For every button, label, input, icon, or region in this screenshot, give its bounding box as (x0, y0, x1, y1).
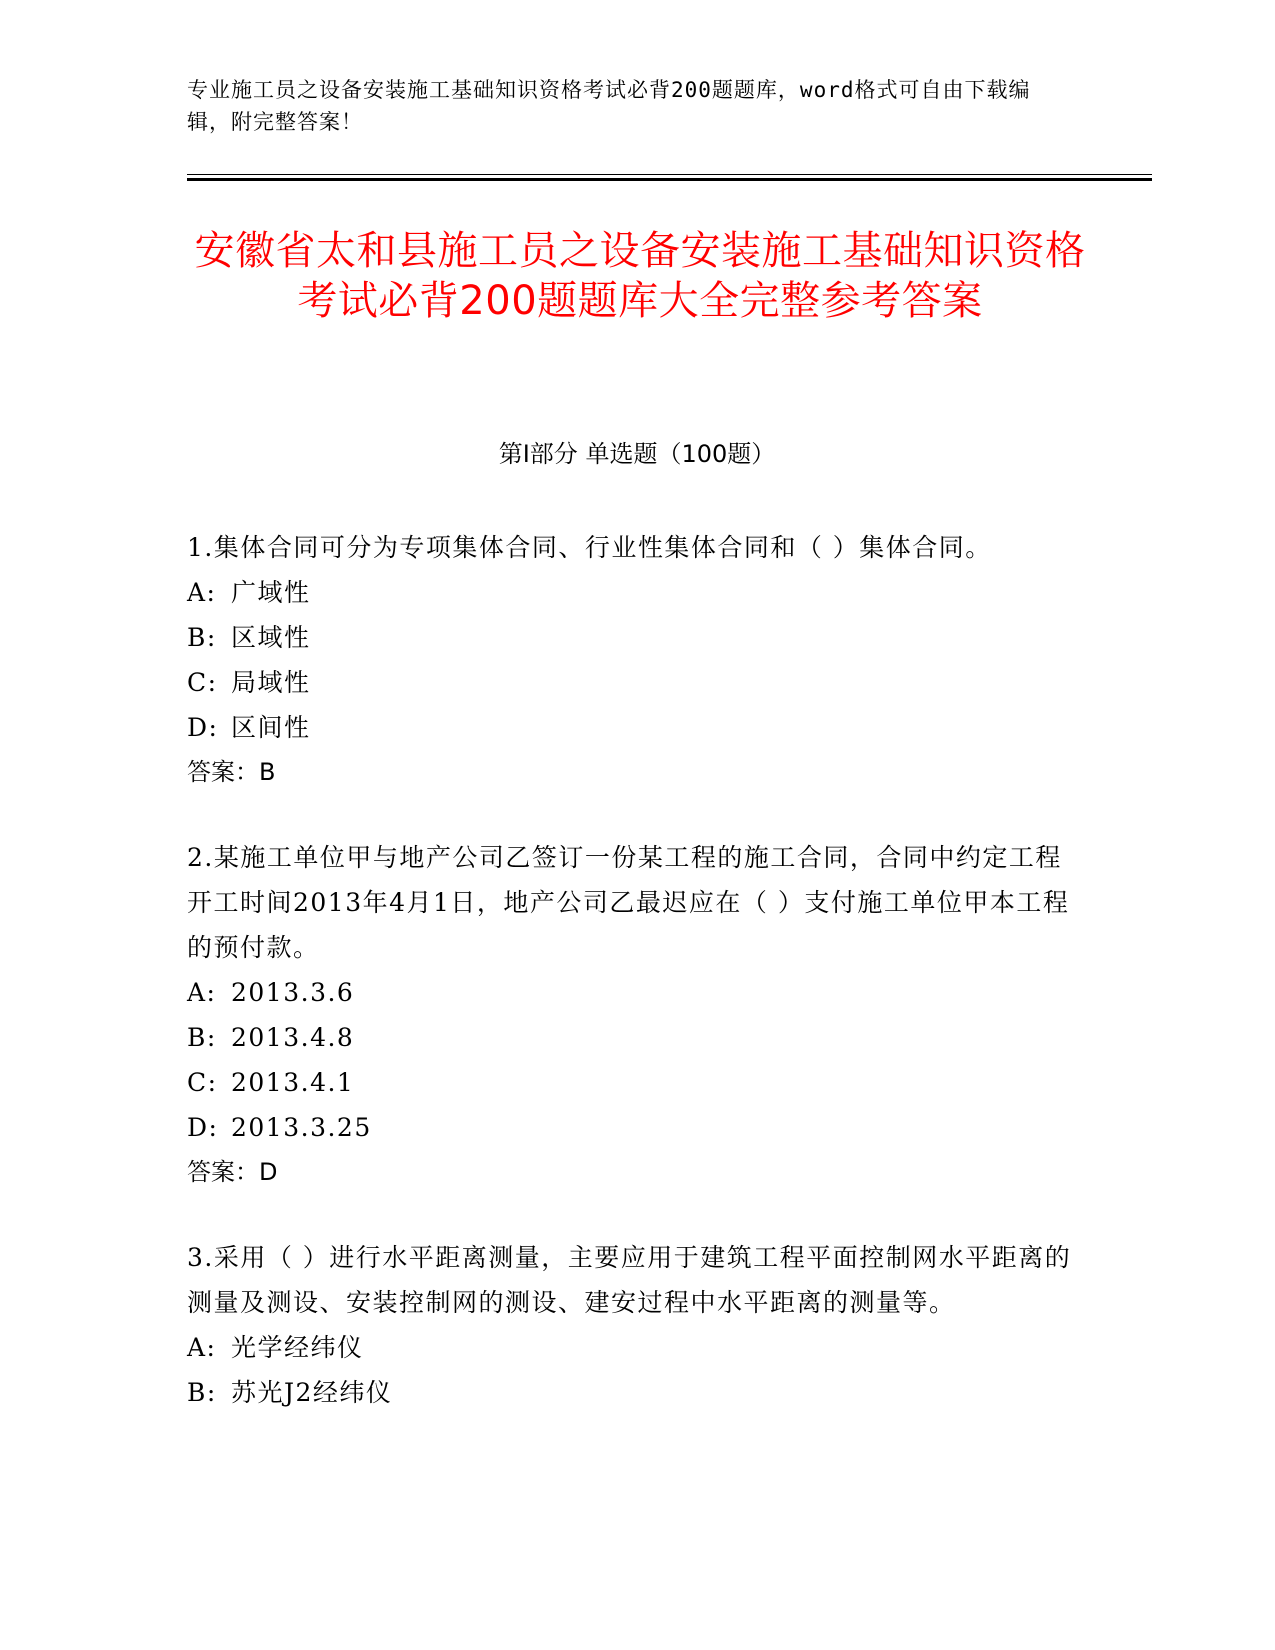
option-text: 光学经纬仪 (231, 1333, 364, 1362)
option-text: 2013.4.1 (231, 1068, 355, 1097)
header-divider-thin (187, 174, 1152, 175)
option-d (187, 1105, 1087, 1150)
option-key: B: (187, 1023, 217, 1052)
question-list (187, 525, 1087, 1455)
option-b (187, 1370, 1087, 1415)
option-text: 2013.3.25 (231, 1113, 372, 1142)
option-key: C: (187, 1068, 218, 1097)
option-key: C: (187, 668, 218, 697)
answer-line: 答案：D (187, 1158, 278, 1186)
header-divider-thick (187, 178, 1152, 181)
option-b (187, 1015, 1087, 1060)
option-key: A: (187, 1333, 217, 1362)
option-key: A: (187, 978, 217, 1007)
question-1 (187, 525, 1087, 795)
option-d (187, 705, 1087, 750)
option-key: A: (187, 578, 217, 607)
option-text: 苏光J2经纬仪 (231, 1378, 393, 1407)
question-3 (187, 1235, 1087, 1415)
question-2 (187, 835, 1087, 1195)
option-a (187, 1325, 1087, 1370)
option-key: D: (187, 713, 219, 742)
option-text: 局域性 (231, 668, 311, 697)
section-title: 第Ⅰ部分 单选题（100题） (498, 440, 776, 468)
option-c (187, 660, 1087, 705)
question-stem: 3.采用（ ）进行水平距离测量，主要应用于建筑工程平面控制网水平距离的测量及测设、安装控制网的测设、建安过程中水平距离的测量等。 (187, 1243, 1072, 1317)
option-key: D: (187, 1113, 219, 1142)
option-a (187, 970, 1087, 1015)
option-text: 2013.4.8 (231, 1023, 355, 1052)
question-stem: 2.某施工单位甲与地产公司乙签订一份某工程的施工合同，合同中约定工程开工时间2013年4月1日，地产公司乙最迟应在（ ）支付施工单位甲本工程的预付款。 (187, 843, 1070, 962)
option-key: B: (187, 1378, 217, 1407)
header-note: 专业施工员之设备安装施工基础知识资格考试必背200题题库，word格式可自由下载编辑，附完整答案！ (187, 78, 1031, 134)
option-text: 2013.3.6 (231, 978, 355, 1007)
option-text: 区域性 (231, 623, 311, 652)
option-key: B: (187, 623, 217, 652)
option-a (187, 570, 1087, 615)
option-c (187, 1060, 1087, 1105)
option-text: 广域性 (231, 578, 311, 607)
option-b (187, 615, 1087, 660)
answer-line: 答案：B (187, 758, 276, 786)
question-stem: 1.集体合同可分为专项集体合同、行业性集体合同和（ ）集体合同。 (187, 533, 992, 562)
option-text: 区间性 (231, 713, 311, 742)
document-title: 安徽省太和县施工员之设备安装施工基础知识资格考试必背200题题库大全完整参考答案 (194, 228, 1086, 324)
